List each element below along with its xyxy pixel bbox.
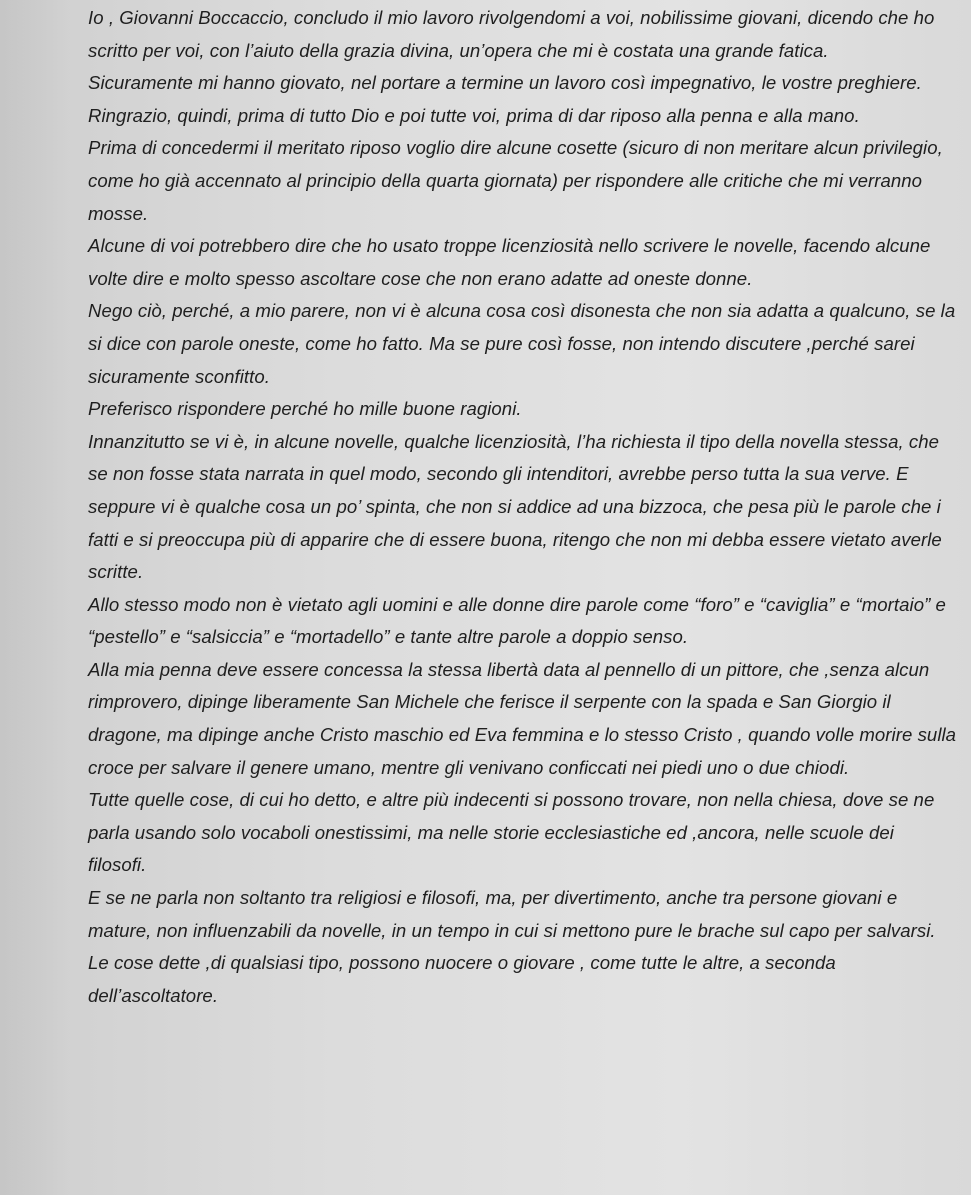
paragraph-7: Preferisco rispondere perché ho mille buone ragioni.	[88, 398, 522, 420]
paragraph-9: Allo stesso modo non è vietato agli uomini e alle donne dire parole come “foro” e “caviglia” e “mortaio” e “pestello” e “salsiccia” e “mortadello” e tante altre parole a doppio senso.	[88, 593, 946, 648]
paragraph-2: Sicuramente mi hanno giovato, nel portare a termine un lavoro così impegnativo, le vostre preghiere.	[88, 72, 922, 94]
paragraph-11: Tutte quelle cose, di cui ho detto, e altre più indecenti si possono trovare, non nella chiesa, dove se ne parla usando solo vocaboli onestissimi, ma nelle storie ecclesiastiche ed ,ancora, nelle scuole dei filosofi.	[88, 789, 935, 876]
paragraph-6: Nego ciò, perché, a mio parere, non vi è alcuna cosa così disonesta che non sia adatta a qualcuno, se la si dice con parole oneste, come ho fatto. Ma se pure così fosse, non intendo discutere ,perché sarei sicuramente sconfitto.	[88, 300, 956, 387]
paragraph-10: Alla mia penna deve essere concessa la stessa libertà data al pennello di un pittore, che ,senza alcun rimprovero, dipinge liberamente San Michele che ferisce il serpente con la spada e San Giorgio il dragone, ma dipinge anche Cristo maschio ed Eva femmina e lo stesso Cristo , quando volle morire sulla croce per salvare il genere umano, mentre gli venivano conficcati nei piedi uno o due chiodi.	[88, 658, 957, 778]
paragraph-4: Prima di concedermi il meritato riposo voglio dire alcune cosette (sicuro di non meritare alcun privilegio, come ho già accennato al principio della quarta giornata) per rispondere alle critiche che mi verranno mosse.	[88, 137, 943, 224]
paragraph-12: E se ne parla non soltanto tra religiosi e filosofi, ma, per divertimento, anche tra persone giovani e mature, non influenzabili da novelle, in un tempo in cui si mettono pure le brache sul capo per salvarsi.	[88, 887, 936, 941]
paragraph-1: Io , Giovanni Boccaccio, concludo il mio lavoro rivolgendomi a voi, nobilissime giovani, dicendo che ho scritto per voi, con l’aiuto della grazia divina, un’opera che mi è costata una grande fatica.	[88, 7, 935, 61]
paragraph-3: Ringrazio, quindi, prima di tutto Dio e poi tutte voi, prima di dar riposo alla penna e alla mano.	[88, 104, 860, 126]
paragraph-13: Le cose dette ,di qualsiasi tipo, possono nuocere o giovare , come tutte le altre, a seconda dell’ascoltatore.	[88, 952, 836, 1006]
paragraph-8: Innanzitutto se vi è, in alcune novelle, qualche licenziosità, l’ha richiesta il tipo della novella stessa, che se non fosse stata narrata in quel modo, secondo gli intenditori, avrebbe perso tutta la sua verve. E seppure vi è qualche cosa un po’ spinta, che non si addice ad una bizzoca, che pesa più le parole che i fatti e si preoccupa più di apparire che di essere buona, ritengo che non mi debba essere vietato averle scritte.	[88, 430, 942, 583]
paragraph-5: Alcune di voi potrebbero dire che ho usato troppe licenziosità nello scrivere le novelle, facendo alcune volte dire e molto spesso ascoltare cose che non erano adatte ad oneste donne.	[88, 235, 931, 289]
